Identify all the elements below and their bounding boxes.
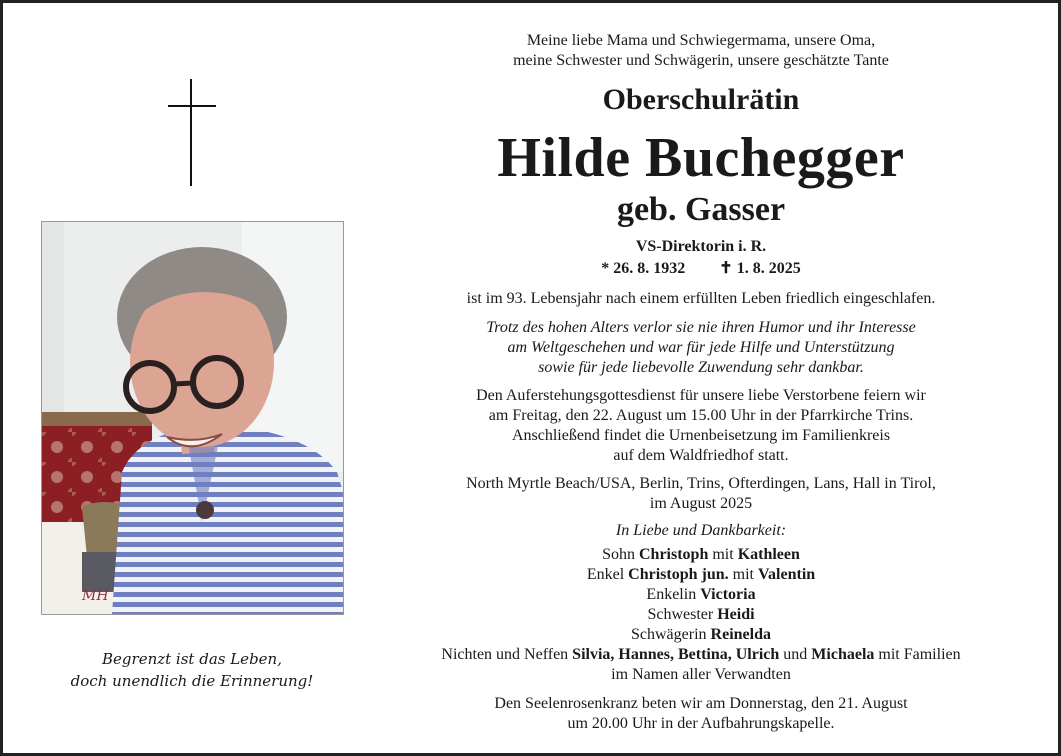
maiden-name: geb. Gasser <box>616 191 786 228</box>
rosary-line: um 20.00 Uhr in der Aufbahrungskapelle. <box>567 715 835 732</box>
tribute-line: Trotz des hohen Alters verlor sie nie ihren Humor und ihr Interesse <box>486 319 916 336</box>
places-date <box>381 474 1021 514</box>
passing-statement: ist im 93. Lebensjahr nach einem erfüllten Leben friedlich eingeschlafen. <box>466 290 936 307</box>
death-date: ✝ 1. 8. 2025 <box>719 260 801 277</box>
places-line: North Myrtle Beach/USA, Berlin, Trins, Ofterdingen, Lans, Hall in Tirol, <box>466 475 936 492</box>
intro-text <box>381 31 1021 71</box>
photo-signature: MH <box>82 588 109 604</box>
family-line-sister-in-law: Schwägerin Reinelda <box>631 626 771 643</box>
service-info <box>381 386 1021 466</box>
family-line-relatives: im Namen aller Verwandten <box>611 666 791 683</box>
intro-line: Meine liebe Mama und Schwiegermama, unsere Oma, <box>526 32 876 49</box>
family-line-granddaughter: Enkelin Victoria <box>646 586 756 603</box>
rosary-line: Den Seelenrosenkranz beten wir am Donnerstag, den 21. August <box>494 695 908 712</box>
family-line-sister: Schwester Heidi <box>647 606 755 623</box>
family-line-son: Sohn Christoph mit Kathleen <box>602 546 800 563</box>
service-line: auf dem Waldfriedhof statt. <box>613 447 789 464</box>
birth-date: * 26. 8. 1932 <box>601 260 686 277</box>
former-role: VS-Direktorin i. R. <box>635 238 767 255</box>
life-dates <box>381 259 1021 279</box>
service-line: Den Auferstehungsgottesdienst für unsere liebe Verstorbene feiern wir <box>476 387 926 404</box>
tribute-line: sowie für jede liebevolle Zuwendung sehr dankbar. <box>538 359 864 376</box>
places-line: im August 2025 <box>649 495 753 512</box>
quote-line: Begrenzt ist das Leben, <box>102 650 282 668</box>
service-line: Anschließend findet die Urnenbeisetzung im Familienkreis <box>511 427 891 444</box>
tribute-text <box>381 318 1021 378</box>
cross-icon <box>168 79 216 186</box>
rosary-info <box>381 694 1021 734</box>
intro-line: meine Schwester und Schwägerin, unsere geschätzte Tante <box>513 52 889 69</box>
tribute-line: am Weltgeschehen und war für jede Hilfe und Unterstützung <box>507 339 895 356</box>
family-line-nieces-nephews: Nichten und Neffen Silvia, Hannes, Bettina, Ulrich und Michaela mit Familien <box>441 646 961 663</box>
memorial-quote <box>43 648 341 692</box>
portrait-photo <box>41 221 344 615</box>
honorific-title: Oberschulrätin <box>602 83 800 116</box>
family-list <box>381 545 1021 685</box>
dedication: In Liebe und Dankbarkeit: <box>615 522 787 539</box>
service-line: am Freitag, den 22. August um 15.00 Uhr in der Pfarrkirche Trins. <box>488 407 914 424</box>
family-line-grandson: Enkel Christoph jun. mit Valentin <box>586 566 816 583</box>
quote-line: doch unendlich die Erinnerung! <box>70 672 314 690</box>
deceased-name: Hilde Buchegger <box>497 127 905 189</box>
